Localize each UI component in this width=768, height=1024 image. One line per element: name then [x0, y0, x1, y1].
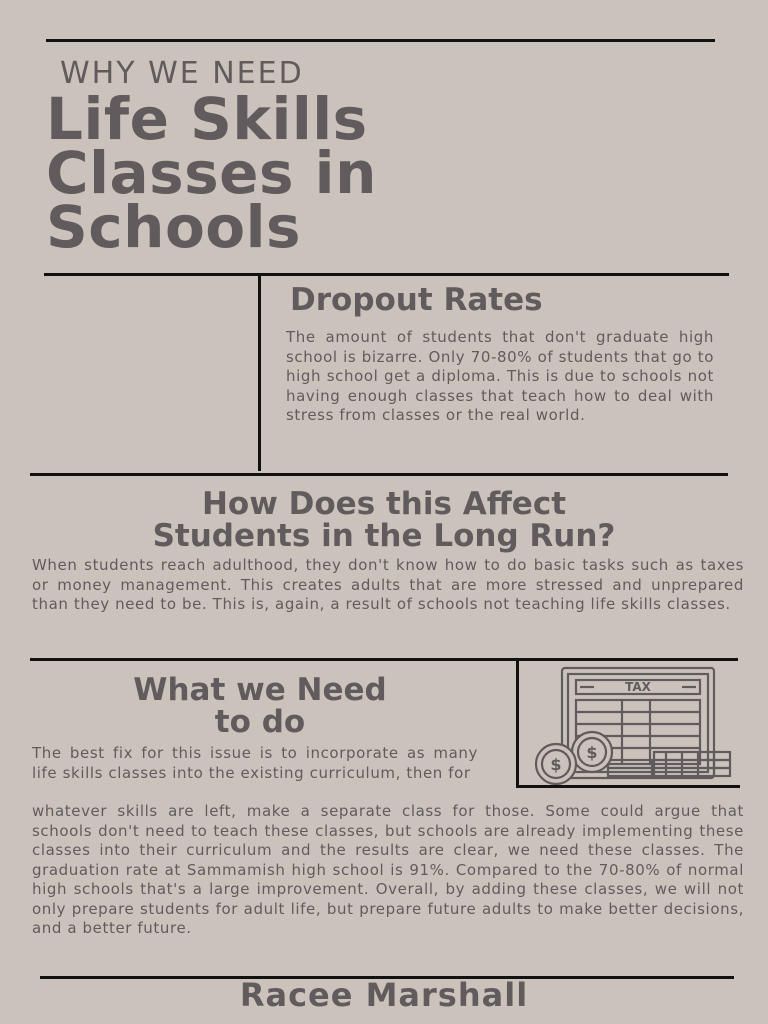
affect-paragraph: When students reach adulthood, they don't know how to do basic tasks such as taxes or money management. This creates adults that are more stressed and unprepared than they need to be. This is, again, a result of schools not teaching life skills classes.	[32, 556, 744, 613]
affect-heading-line-1: How Does this Affect	[201, 486, 567, 522]
need-paragraph-bottom: whatever skills are left, make a separate class for those. Some could argue that schools don't need to teach these classes, but schools are already implementing these classes into their curriculum and the results are clear, we need these classes. The graduation rate at Sammamish high school is 91%. Compared to the 70-80% of normal high schools that's a large improvement. Overall, by adding these classes, we will not only prepare students for adult life, but prepare future adults to make better decisions, and a better future.	[32, 802, 744, 937]
dropout-paragraph: The amount of students that don't graduate high school is bizarre. Only 70-80% of students that go to high school get a diploma. This is due to schools not having enough classes that teach how to deal with stress from classes or the real world.	[286, 328, 714, 424]
title-divider	[44, 273, 729, 276]
need-heading-line-2: to do	[214, 704, 306, 740]
title-line-2: Classes in	[46, 139, 377, 207]
dropout-divider	[30, 473, 728, 476]
tax-form-label: TAX	[625, 680, 651, 694]
title-line-3: Schools	[46, 193, 302, 261]
dropout-heading: Dropout Rates	[290, 282, 543, 318]
affect-heading-line-2: Students in the Long Run?	[152, 518, 616, 554]
coin-symbol-2: $	[550, 755, 562, 774]
pretitle: WHY WE NEED	[60, 56, 304, 91]
affect-heading	[0, 488, 768, 552]
need-heading	[30, 674, 490, 738]
dropout-vertical-divider	[258, 276, 261, 471]
tax-form-and-coins-icon	[522, 660, 743, 785]
tax-illustration-box	[516, 660, 740, 788]
coin-symbol-1: $	[586, 743, 598, 762]
page-title	[46, 85, 646, 261]
title-line-1: Life Skills	[46, 85, 368, 153]
need-paragraph-top: The best fix for this issue is to incorporate as many life skills classes into the existing curriculum, then for	[32, 744, 478, 782]
need-heading-line-1: What we Need	[133, 672, 387, 708]
author-name: Racee Marshall	[239, 976, 529, 1014]
top-rule	[46, 39, 715, 42]
